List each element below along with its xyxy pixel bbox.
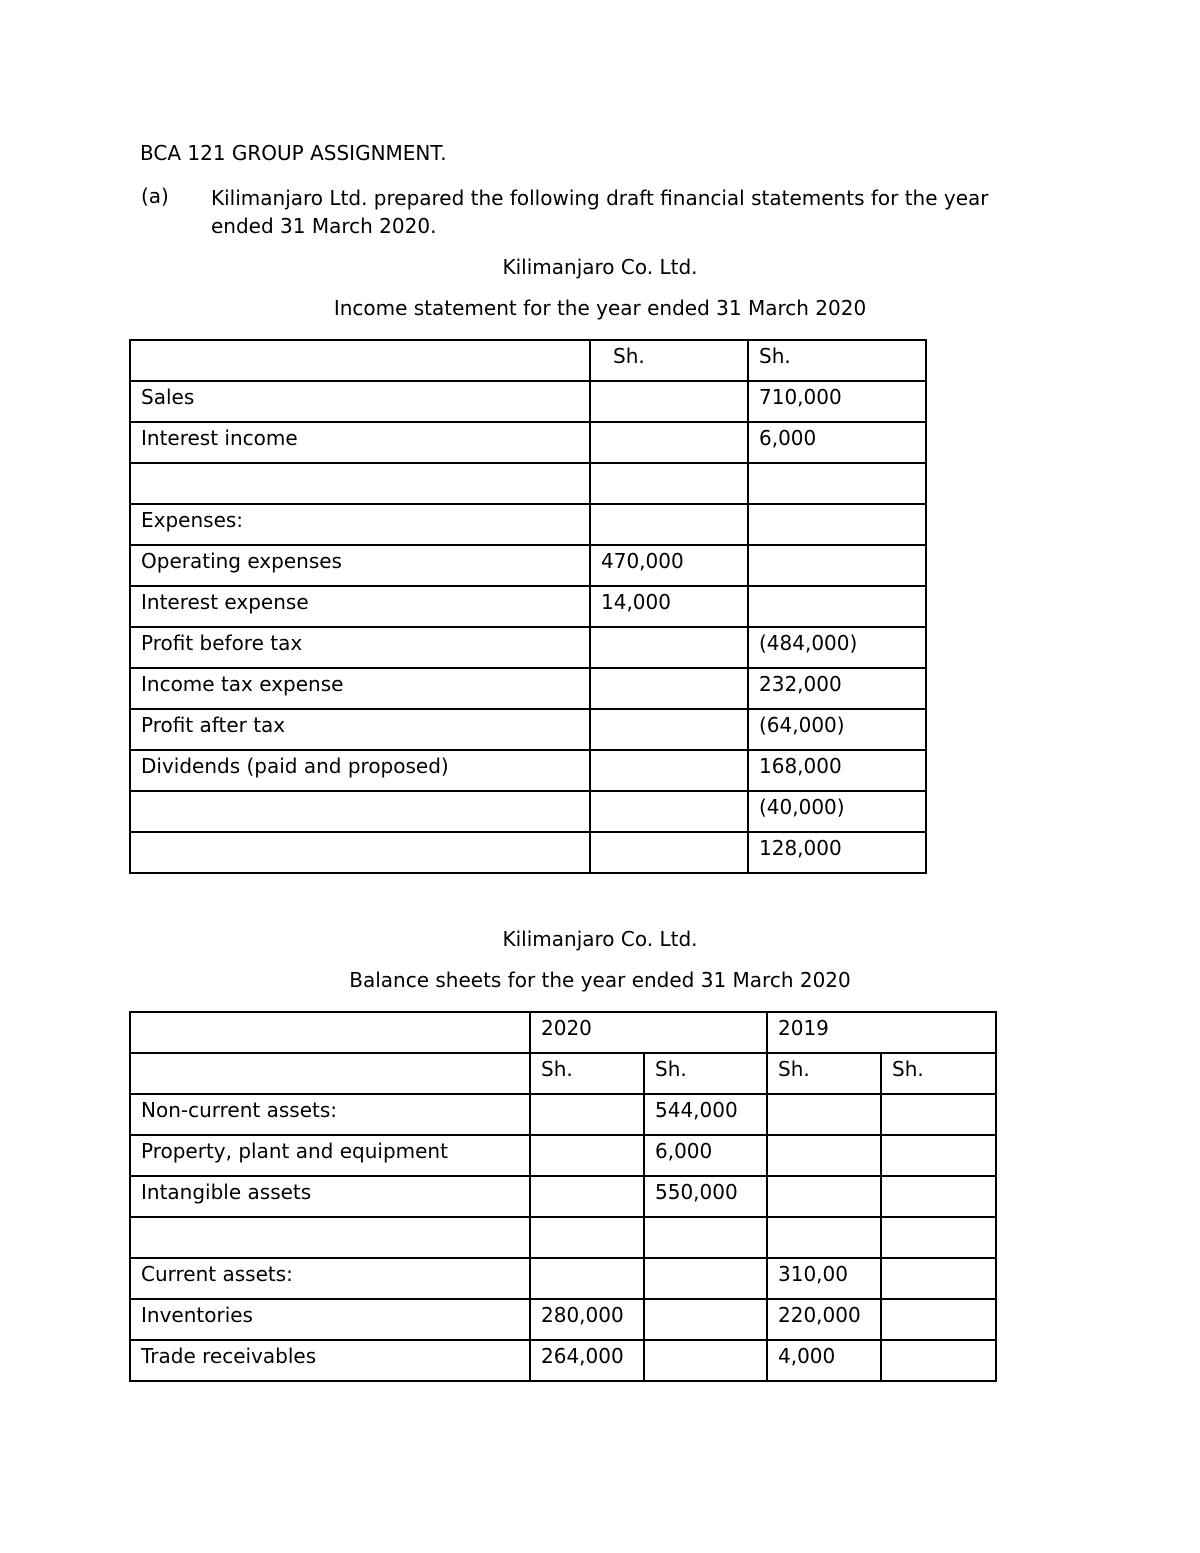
income-row-label: Expenses: [130,504,590,545]
income-row-col2-amount: 168,000 [748,750,926,791]
balance-row-amount-c2 [644,1299,767,1340]
income-row-col1-amount [590,750,748,791]
income-row-col2-amount: 710,000 [748,381,926,422]
balance-sheet-heading: Balance sheets for the year ended 31 March 2020 [349,968,851,992]
balance-row-amount-c2: 550,000 [644,1176,767,1217]
balance-row-amount-c2: 544,000 [644,1094,767,1135]
income-row-col1-amount [590,791,748,832]
income-row [130,545,926,586]
income-row-col2-amount: 128,000 [748,832,926,873]
income-statement-heading: Income statement for the year ended 31 March 2020 [333,296,867,320]
balance-row [130,1258,996,1299]
balance-row-amount-c3 [767,1094,881,1135]
income-row-label [130,832,590,873]
balance-row [130,1176,996,1217]
income-row-label: Dividends (paid and proposed) [130,750,590,791]
year-2020-header: 2020 [530,1012,767,1053]
balance-row-amount-c1 [530,1217,644,1258]
question-text-line1: Kilimanjaro Ltd. prepared the following draft financial statements for the year [211,186,989,210]
income-row [130,340,926,381]
balance-row-label: Inventories [130,1299,530,1340]
income-row-label: Profit before tax [130,627,590,668]
income-row-col2-amount [748,545,926,586]
income-row-col2-amount [748,463,926,504]
income-company-name: Kilimanjaro Co. Ltd. [502,255,698,279]
income-row-col1-amount [590,422,748,463]
income-row-col2-amount: 6,000 [748,422,926,463]
balance-row-amount-c1 [530,1135,644,1176]
income-row [130,750,926,791]
income-row-col1-amount [590,504,748,545]
income-row-label [130,791,590,832]
balance-row-amount-c2 [644,1258,767,1299]
balance-row-amount-c4 [881,1176,996,1217]
balance-row-label: Property, plant and equipment [130,1135,530,1176]
document-title: BCA 121 GROUP ASSIGNMENT. [140,141,447,165]
income-row-col1-amount: Sh. [590,340,748,381]
year-2019-header: 2019 [767,1012,996,1053]
balance-row-amount-c2 [644,1340,767,1381]
balance-company-name: Kilimanjaro Co. Ltd. [502,927,698,951]
question-text [211,184,989,240]
balance-row-label: Current assets: [130,1258,530,1299]
balance-row-amount-c3 [767,1176,881,1217]
balance-row-amount-c4 [881,1258,996,1299]
income-row-col2-amount: (484,000) [748,627,926,668]
balance-row-amount-c3 [767,1217,881,1258]
balance-row [130,1135,996,1176]
income-row-col2-amount [748,586,926,627]
balance-row-amount-c4 [881,1340,996,1381]
question-label: (a) [141,184,169,208]
balance-row-label: Non-current assets: [130,1094,530,1135]
income-row [130,832,926,873]
balance-row-amount-c2: 6,000 [644,1135,767,1176]
balance-row-amount-c3: 4,000 [767,1340,881,1381]
income-row-label: Operating expenses [130,545,590,586]
income-row [130,586,926,627]
income-row-label [130,340,590,381]
income-statement-table [129,339,927,874]
balance-row-amount-c4 [881,1299,996,1340]
income-row-label: Profit after tax [130,709,590,750]
balance-row-amount-c1 [530,1258,644,1299]
income-row-col1-amount [590,627,748,668]
balance-row-amount-c1 [530,1094,644,1135]
balance-row-label [130,1217,530,1258]
income-row [130,504,926,545]
balance-row-amount-c1: 264,000 [530,1340,644,1381]
question-text-line2: ended 31 March 2020. [211,214,437,238]
currency-header: Sh. [644,1053,767,1094]
income-row [130,668,926,709]
income-row [130,791,926,832]
income-row-col1-amount: 14,000 [590,586,748,627]
income-row-label: Interest income [130,422,590,463]
currency-header: Sh. [767,1053,881,1094]
income-row-label [130,463,590,504]
income-row-col1-amount [590,709,748,750]
balance-row-amount-c4 [881,1217,996,1258]
balance-header-empty [130,1012,530,1053]
income-row-col1-amount [590,463,748,504]
balance-row-amount-c1: 280,000 [530,1299,644,1340]
balance-row-amount-c2 [644,1217,767,1258]
balance-row-amount-c4 [881,1135,996,1176]
balance-row-label: Trade receivables [130,1340,530,1381]
income-row-col2-amount: (64,000) [748,709,926,750]
income-row-col1-amount [590,381,748,422]
income-row [130,627,926,668]
currency-header: Sh. [530,1053,644,1094]
income-row [130,422,926,463]
income-row-label: Interest expense [130,586,590,627]
income-row [130,381,926,422]
balance-row-amount-c3: 310,00 [767,1258,881,1299]
balance-row [130,1299,996,1340]
income-row-col2-amount: Sh. [748,340,926,381]
income-row-col2-amount [748,504,926,545]
income-row [130,709,926,750]
balance-row-amount-c4 [881,1094,996,1135]
balance-row-amount-c3 [767,1135,881,1176]
income-row-label: Income tax expense [130,668,590,709]
balance-year-header-row [130,1012,996,1053]
currency-header: Sh. [881,1053,996,1094]
income-row-col1-amount [590,668,748,709]
income-row-label: Sales [130,381,590,422]
balance-row [130,1340,996,1381]
balance-currency-empty [130,1053,530,1094]
balance-sheet-table [129,1011,997,1382]
income-row-col2-amount: (40,000) [748,791,926,832]
income-row-col1-amount [590,832,748,873]
balance-row [130,1217,996,1258]
balance-row-amount-c1 [530,1176,644,1217]
balance-row-amount-c3: 220,000 [767,1299,881,1340]
income-row-col1-amount: 470,000 [590,545,748,586]
income-row-col2-amount: 232,000 [748,668,926,709]
balance-row-label: Intangible assets [130,1176,530,1217]
balance-row [130,1094,996,1135]
balance-currency-header-row [130,1053,996,1094]
income-row [130,463,926,504]
